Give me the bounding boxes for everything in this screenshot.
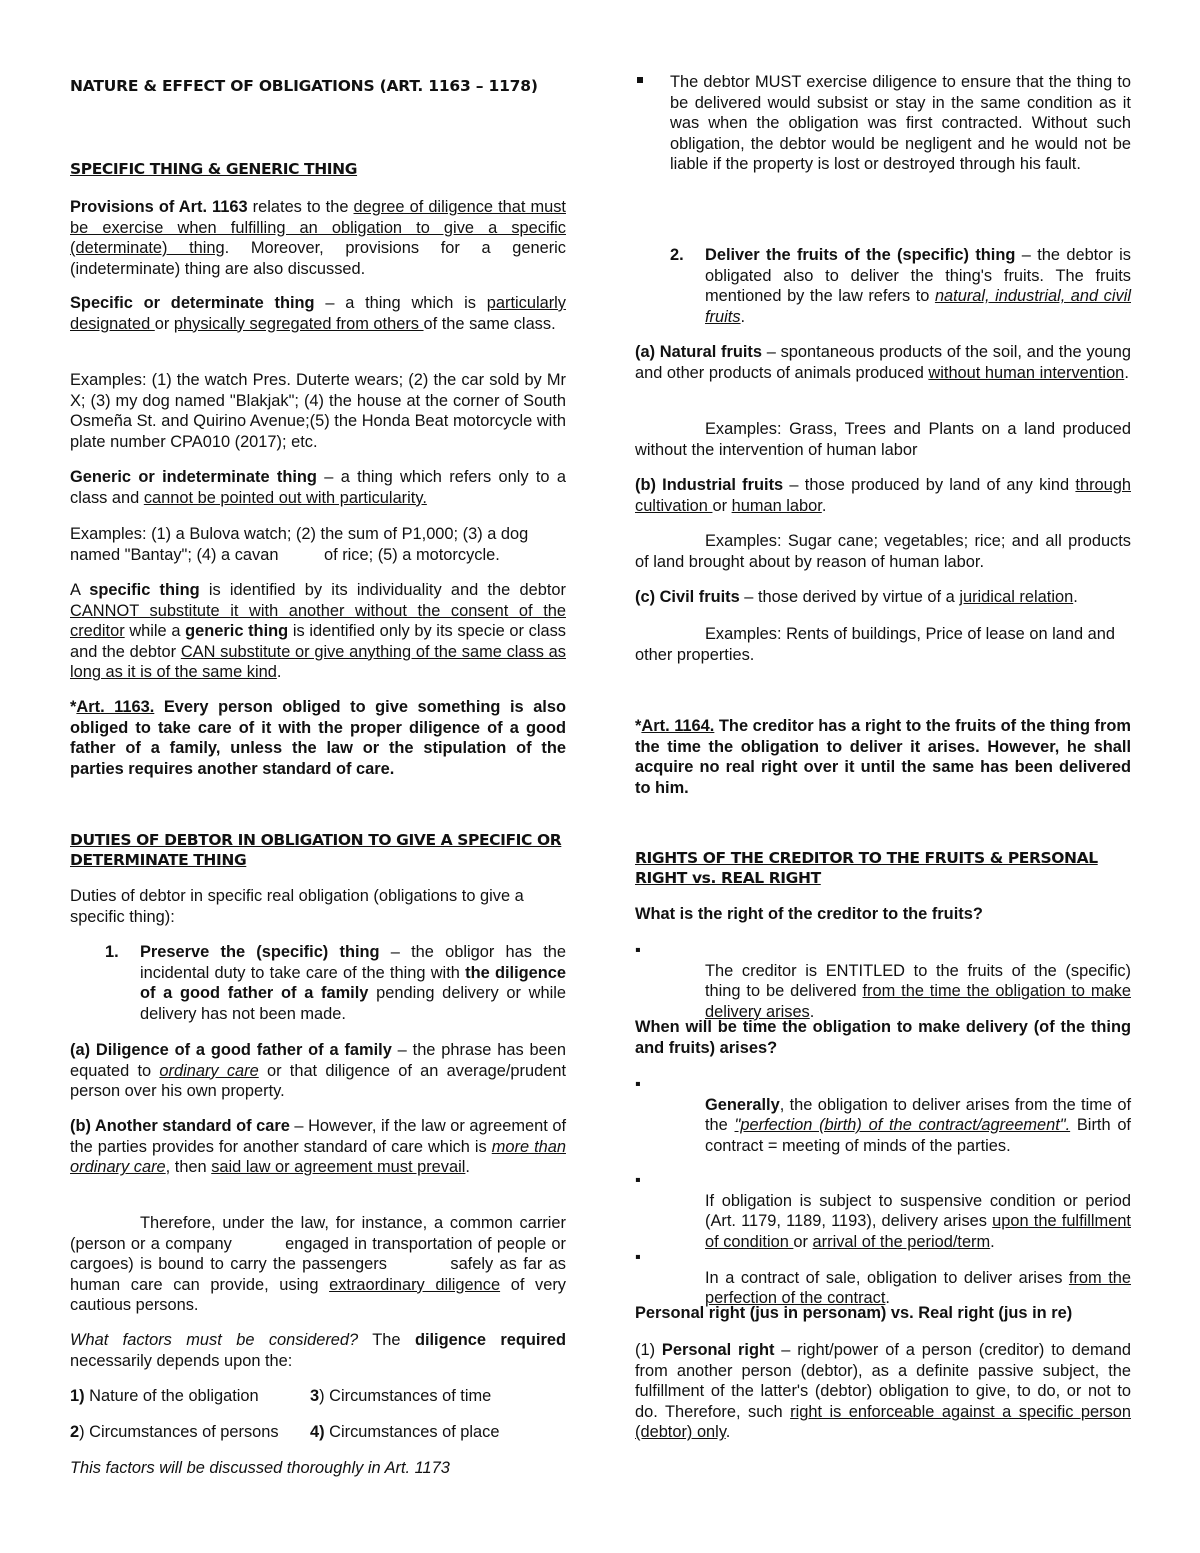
bullet-generally (635, 1074, 1131, 1156)
natural-fruits-definition: (a) Natural fruits – spontaneous products of the soil, and the young and other products of animals produced without human intervention. (635, 343, 1131, 382)
diligence-bullet-text: The debtor MUST exercise diligence to ensure that the thing to be delivered would subsist or stay in the same condition as it was when the obligation was first contracted. Without such obligation, the debtor would be negligent and he would not be liable if the property is lost or destroyed through his fault. (670, 73, 1131, 174)
generic-thing-definition: Generic or indeterminate thing – a thing which refers only to a class and cannot be pointed out with particularity. (70, 468, 566, 507)
industrial-fruits-examples: Examples: Sugar cane; vegetables; rice; and all products of land brought about by reason of human labor. (635, 532, 1131, 571)
bullet-entitled-to-fruits-text: The creditor is ENTITLED to the fruits of the (specific) thing to be delivered from the time the obligation to make delivery arises. (705, 961, 1131, 1021)
industrial-fruits-definition: (b) Industrial fruits – those produced by land of any kind through cultivation or human labor. (635, 476, 1131, 515)
specific-thing-definition: Specific or determinate thing – a thing which is particularly designated or physically segregated from others of the same class. (70, 294, 566, 333)
bullet-icon: ▪ (635, 1248, 641, 1266)
personal-right-definition: (1) Personal right – right/power of a person (creditor) to demand from another person (debtor), as a definite passive subject, the fulfillment of the latter's (debtor) obligation to give, to do, or not to do. Therefore, such right is enforceable against a specific person (debtor) only. (635, 1341, 1131, 1442)
personal-vs-real-right-heading: Personal right (jus in personam) vs. Real right (jus in re) (635, 1304, 1073, 1322)
heading-specific-generic: SPECIFIC THING & GENERIC THING (70, 160, 358, 178)
factors-note: This factors will be discussed thoroughly in Art. 1173 (70, 1459, 450, 1477)
bullet-icon: ▪ (635, 1171, 641, 1189)
civil-fruits-definition: (c) Civil fruits – those derived by virtue of a juridical relation. (635, 588, 1078, 606)
specific-vs-generic-paragraph: A specific thing is identified by its individuality and the debtor CANNOT substitute it with another without the consent of the creditor while a generic thing is identified only by its specie or class and the debtor CAN substitute or give anything of the same class as long as it is of the same kind. (70, 581, 566, 682)
provisions-paragraph: Provisions of Art. 1163 relates to the degree of diligence that must be exercise when fulfilling an obligation to give a specific (determinate) thing. Moreover, provisions for a generic (indeterminate) thing are also discussed. (70, 198, 566, 278)
factors-paragraph: What factors must be considered? The diligence required necessarily depends upon the: (70, 1331, 566, 1370)
bullet-contract-of-sale-text: In a contract of sale, obligation to deliver arises from the perfection of the contract. (705, 1268, 1131, 1308)
list-number: 1. (105, 943, 119, 961)
list-number: 2. (670, 246, 684, 264)
natural-fruits-examples: Examples: Grass, Trees and Plants on a land produced without the intervention of human labor (635, 420, 1131, 459)
duty-item-1 (70, 942, 566, 1024)
duty-item-2 (635, 245, 1131, 327)
question-right-to-fruits: What is the right of the creditor to the fruits? (635, 905, 983, 923)
bullet-entitled-to-fruits (635, 940, 1131, 1022)
civil-fruits-examples: Examples: Rents of buildings, Price of lease on land and other properties. (635, 625, 1116, 664)
heading-rights-of-creditor: RIGHTS OF THE CREDITOR TO THE FRUITS & PERSONAL RIGHT vs. REAL RIGHT (635, 849, 1098, 887)
bullet-suspensive-condition-text: If obligation is subject to suspensive condition or period (Art. 1179, 1189, 1193), delivery arises upon the fulfillment of condition or arrival of the period/term. (705, 1191, 1131, 1251)
duties-intro: Duties of debtor in specific real obligation (obligations to give a specific thing): (70, 887, 524, 926)
square-bullet-icon (637, 77, 643, 83)
generic-thing-examples: Examples: (1) a Bulova watch; (2) the sum of P1,000; (3) a dog named "Bantay"; (4) a cavan of rice; (5) a motorcycle. (70, 525, 533, 564)
diligence-good-father: (a) Diligence of a good father of a family – the phrase has been equated to ordinary care or that diligence of an average/prudent person over his own property. (70, 1041, 567, 1101)
duty-item-1-text: Preserve the (specific) thing – the obligor has the incidental duty to take care of the thing with the diligence of a good father of a family pending delivery or while delivery has not been made. (140, 943, 567, 1023)
article-1164: *Art. 1164. The creditor has a right to the fruits of the thing from the time the obligation to deliver it arises. However, he shall acquire no real right over it until the same has been delivered to him. (635, 717, 1131, 797)
bullet-generally-text: Generally, the obligation to deliver arises from the time of the "perfection (birth) of the contract/agreement". Birth of contract = meeting of minds of the parties. (705, 1095, 1131, 1155)
bullet-suspensive-condition (635, 1170, 1131, 1252)
article-1163: *Art. 1163. Every person obliged to give something is also obliged to take care of it with the proper diligence of a good father of a family, unless the law or the stipulation of the parties requires another standard of care. (70, 698, 566, 778)
factor-circumstances-of-time: 3) Circumstances of time (310, 1387, 492, 1405)
factor-nature-of-obligation: 1) Nature of the obligation (70, 1387, 259, 1405)
bullet-contract-of-sale (635, 1247, 1131, 1309)
document-title: NATURE & EFFECT OF OBLIGATIONS (ART. 1163 – 1178) (70, 77, 538, 95)
bullet-icon: ▪ (635, 1075, 641, 1093)
heading-duties-of-debtor: DUTIES OF DEBTOR IN OBLIGATION TO GIVE A SPECIFIC OR DETERMINATE THING (70, 831, 562, 869)
duty-item-2-text: Deliver the fruits of the (specific) thing – the debtor is obligated also to deliver the thing's fruits. The fruits mentioned by the law refers to natural, industrial, and civil fruits. (705, 246, 1131, 326)
bullet-icon: ▪ (635, 941, 641, 959)
factor-circumstances-of-place: 4) Circumstances of place (310, 1423, 500, 1441)
common-carrier-paragraph: Therefore, under the law, for instance, a common carrier (person or a company engaged in transportation of people or cargoes) is bound to carry the passengers safely as far as human care can provide, using extraordinary diligence of very cautious persons. (70, 1214, 612, 1315)
another-standard-of-care: (b) Another standard of care – However, if the law or agreement of the parties provides for another standard of care which is more than ordinary care, then said law or agreement must prevail. (70, 1117, 566, 1177)
question-when-delivery-arises: When will be time the obligation to make delivery (of the thing and fruits) arises? (635, 1018, 1131, 1057)
factor-circumstances-of-persons: 2) Circumstances of persons (70, 1423, 279, 1441)
specific-thing-examples: Examples: (1) the watch Pres. Duterte wears; (2) the car sold by Mr X; (3) my dog named "Blakjak"; (4) the house at the corner of South Osmeña St. and Quirino Avenue;(5) the Honda Beat motorcycle with plate number CPA010 (2017); etc. (70, 371, 566, 451)
diligence-bullet (635, 72, 1131, 175)
